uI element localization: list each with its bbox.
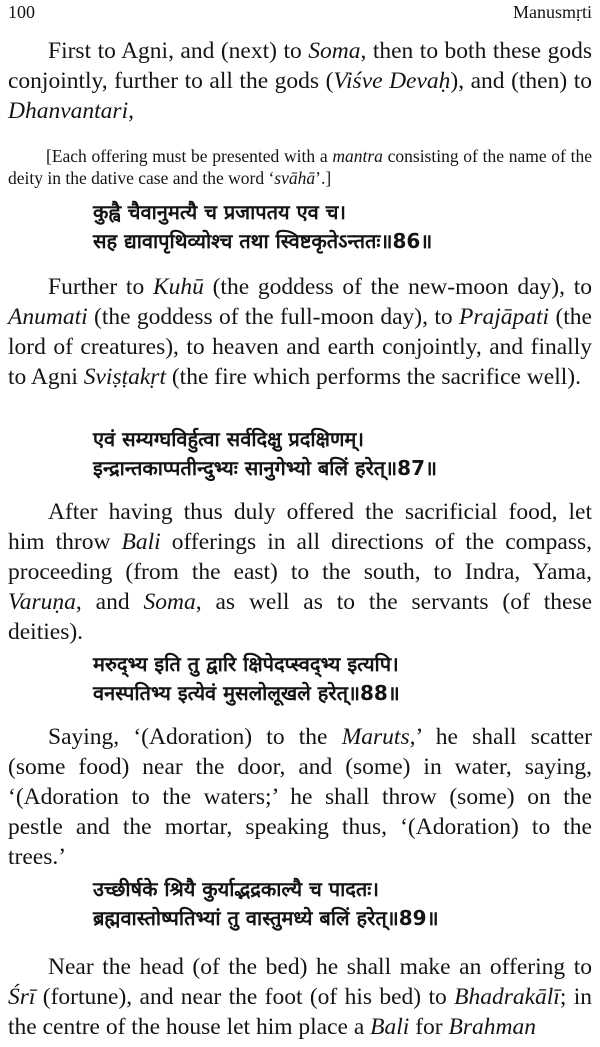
verse-line: वनस्पतिभ्य इत्येवं मुसलोलूखले हरेत्॥88॥ [93,681,400,705]
verse-88 [93,650,400,708]
verse-line: एवं सम्यग्घविर्हुत्वा सर्वदिक्षु प्रदक्षिणम्। [93,427,364,451]
page-number: 100 [8,2,35,22]
page-header [8,2,592,26]
verse-line: मरुद्भ्य इति तु द्वारि क्षिपेदप्स्वद्भ्य इत्यपि। [93,652,399,676]
verse-line: इन्द्रान्तकाप्पतीन्दुभ्यः सानुगेभ्यो बलिं हरेत्॥87॥ [93,456,437,480]
verse-line: ब्रह्मवास्तोष्पतिभ्यां तु वास्तुमध्ये बलिं हरेत्॥89॥ [93,906,439,930]
paragraph-2: Further to Kuhū (the goddess of the new-moon day), to Anumati (the goddess of the full-moon day), to Prajāpati (the lord of creatures), to heaven and earth conjointly, and finally to Agni Sviṣṭakṛt (the fire which performs the sacrifice well). [8,274,592,390]
verse-line: कुह्वै चैवानुमत्यै च प्रजापतय एव च। [93,200,347,224]
paragraph-3: After having thus duly offered the sacrificial food, let him throw Bali offerings in all directions of the compass, proceeding (from the east) to the south, to Indra, Yama, Varuṇa, and Soma, as well as to the servants (of these deities). [8,499,593,645]
verse-line: उच्छीर्षके श्रियै कुर्याद्भद्रकाल्यै च पादतः। [93,877,379,901]
paragraph-4: Saying, ‘(Adoration) to the Maruts,’ he shall scatter (some food) near the door, and (some) in water, saying, ‘(Adoration to the waters;’ he shall throw (some) on the pestle and the mortar, speaking thus, ‘(Adoration) to the trees.’ [8,724,593,870]
paragraph-5: Near the head (of the bed) he shall make an offering to Śrī (fortune), and near the foot (of his bed) to Bhadrakālī; in the centre of the house let him place a Bali for Brahman [8,954,592,1040]
verse-86 [93,198,432,256]
paragraph-1: First to Agni, and (next) to Soma, then to both these gods conjointly, further to all the gods (Viśve Devaḥ), and (then) to Dhanvantari, [8,38,592,124]
verse-89 [93,875,439,933]
verse-87 [93,425,437,483]
verse-line: सह द्यावापृथिव्योश्च तथा स्विष्टकृतेऽन्ततः॥86॥ [93,229,433,253]
running-title: Manusmṛti [513,2,592,22]
bracketed-note: [Each offering must be presented with a mantra consisting of the name of the deity in the dative case and the word ‘svāhā’.] [8,146,592,188]
